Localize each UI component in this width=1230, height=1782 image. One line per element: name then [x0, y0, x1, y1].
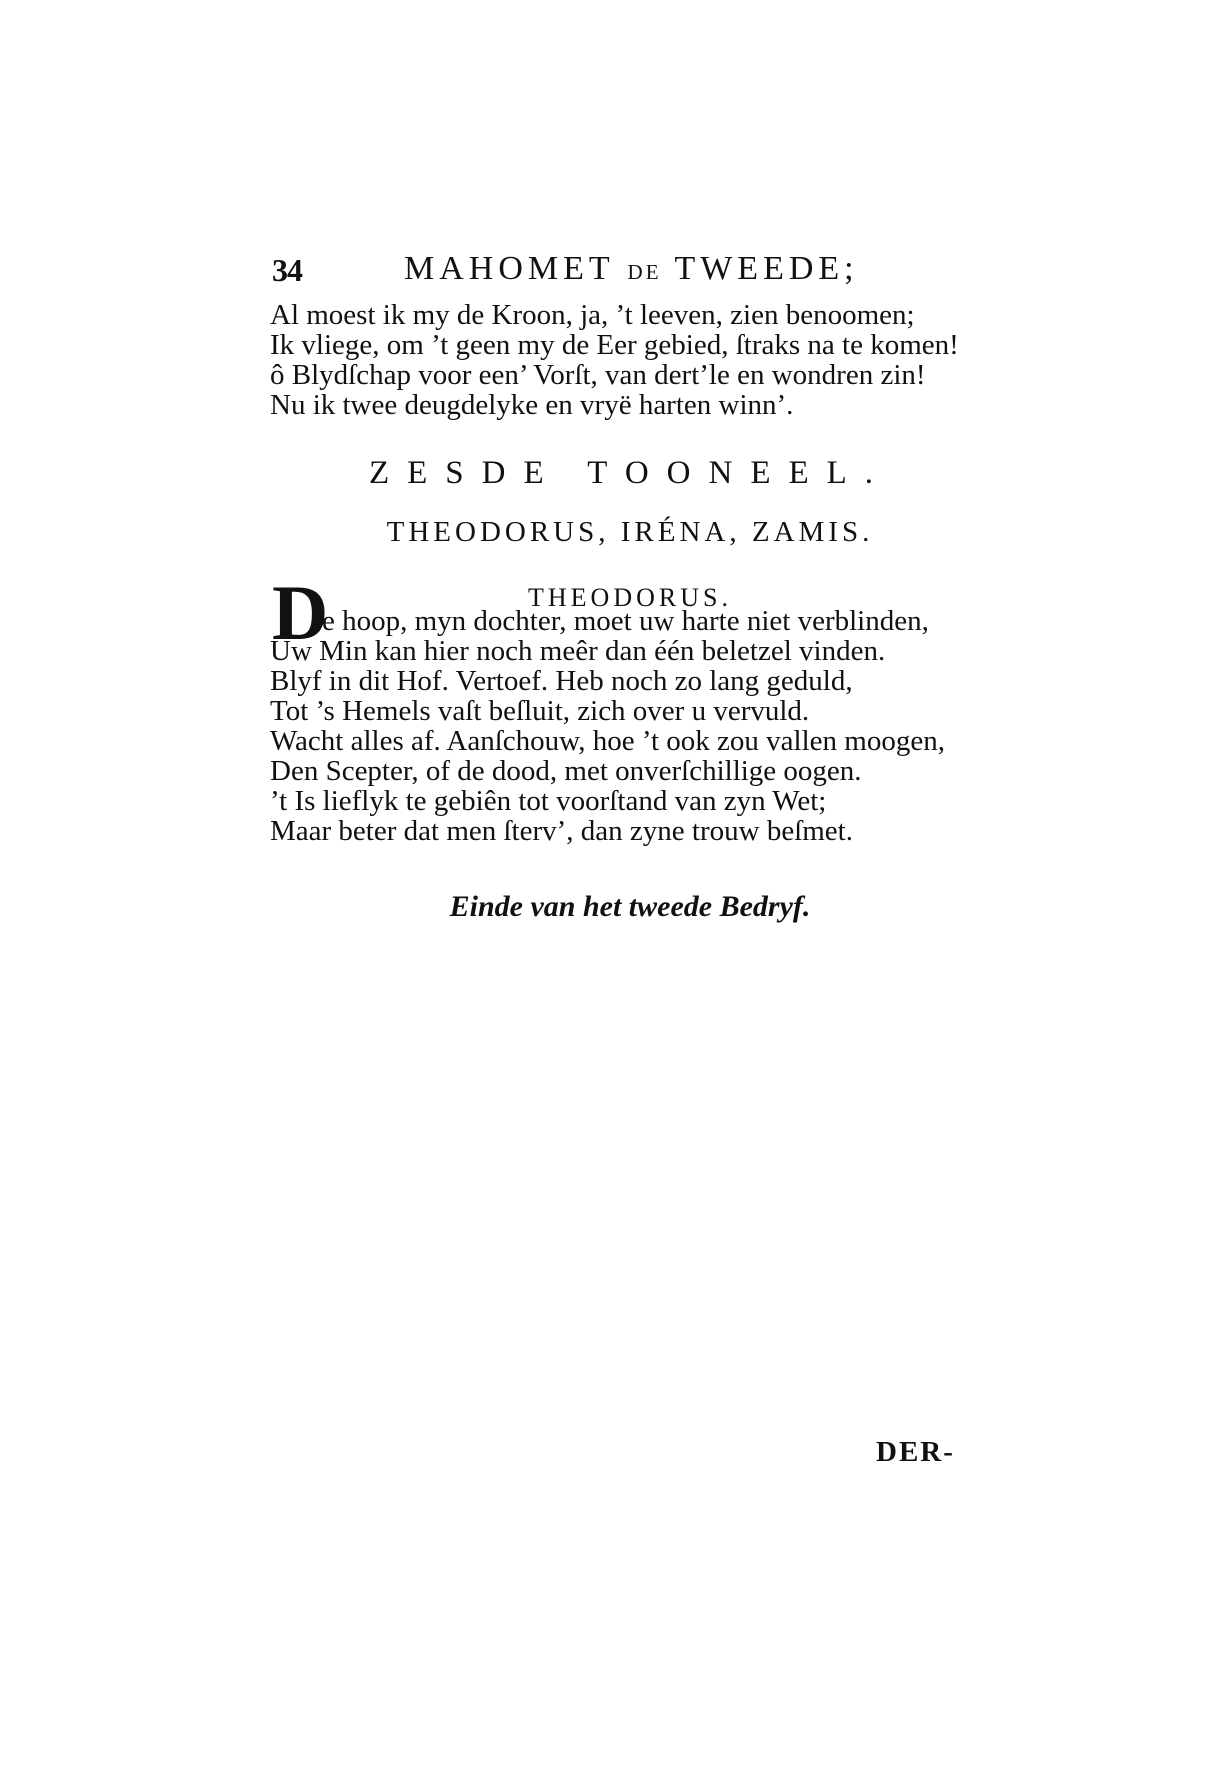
- running-title: [404, 250, 859, 288]
- scene-title: ZESDE TOONEEL.: [368, 455, 892, 491]
- verse-line: Ik vliege, om ’t geen my de Eer gebied, ſtraks na te komen!: [270, 329, 959, 361]
- verse-line: ’t Is lieflyk te gebiên tot voorſtand van zyn Wet;: [270, 785, 827, 817]
- act-end-note: Einde van het tweede Bedryf.: [449, 890, 811, 923]
- verse-line: Uw Min kan hier noch meêr dan één beletzel vinden.: [270, 635, 886, 667]
- verse-line: Tot ’s Hemels vaſt beſluit, zich over u vervuld.: [270, 695, 810, 727]
- verse-line: ô Blydſchap voor een’ Vorſt, van dert’le en wondren zin!: [270, 359, 926, 391]
- speech-block: [270, 606, 990, 846]
- catchword: DER-: [876, 1436, 955, 1468]
- drop-cap: D: [272, 569, 329, 656]
- verse-line: Blyf in dit Hof. Vertoef. Heb noch zo lang geduld,: [270, 665, 853, 697]
- verse-block-top: [270, 300, 990, 420]
- verse-line: e hoop, myn dochter, moet uw harte niet verblinden,: [322, 605, 929, 637]
- page-number: 34: [272, 252, 302, 288]
- speaker-name: THEODORUS.: [528, 583, 732, 612]
- running-header: [272, 250, 992, 300]
- verse-line: Wacht alles af. Aanſchouw, hoe ’t ook zou vallen moogen,: [270, 725, 945, 757]
- running-title-part-1: MAHOMET: [404, 250, 615, 287]
- verse-line: Maar beter dat men ſterv’, dan zyne trouw beſmet.: [270, 815, 853, 847]
- verse-line: Den Scepter, of de dood, met onverſchillige oogen.: [270, 755, 862, 787]
- verse-line: Nu ik twee deugdelyke en vryë harten winn’.: [270, 389, 794, 421]
- scene-characters: THEODORUS, IRÉNA, ZAMIS.: [386, 516, 874, 548]
- running-title-part-2: TWEEDE;: [674, 250, 859, 287]
- running-title-small: DE: [627, 260, 662, 284]
- verse-line: Al moest ik my de Kroon, ja, ’t leeven, zien benoomen;: [270, 299, 915, 331]
